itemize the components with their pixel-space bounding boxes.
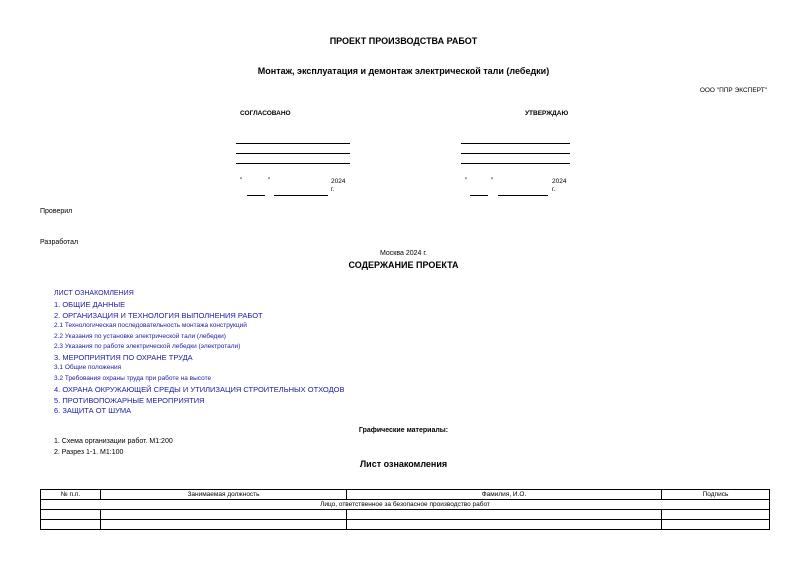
- date-year-suffix: г.: [552, 186, 556, 193]
- date-quote-close: ": [268, 177, 271, 184]
- toc-item-labor-safety[interactable]: 3. МЕРОПРИЯТИЯ ПО ОХРАНЕ ТРУДА: [54, 353, 193, 362]
- date-day-line: [247, 195, 265, 196]
- table-cell[interactable]: [41, 510, 101, 520]
- toc-item-fire-safety[interactable]: 5. ПРОТИВОПОЖАРНЫЕ МЕРОПРИЯТИЯ: [54, 396, 205, 405]
- column-header: Занимаемая должность: [101, 490, 347, 500]
- checked-by-label: Проверил: [40, 208, 73, 215]
- toc-item-2-1[interactable]: 2.1 Технологическая последовательность монтажа конструкций: [54, 322, 247, 329]
- document-title: ПРОЕКТ ПРОИЗВОДСТВА РАБОТ: [329, 36, 478, 46]
- graphics-item: 1. Схема организации работ. М1:200: [54, 438, 173, 445]
- date-quote-close: ": [491, 177, 494, 184]
- toc-item-2-2[interactable]: 2.2 Указания по установке электрической тали (лебедки): [54, 333, 226, 340]
- graphics-item: 2. Разрез 1-1. М1:100: [54, 449, 124, 456]
- signature-line: [236, 153, 350, 154]
- toc-item-2-3[interactable]: 2.3 Указания по работе электрической лебедки (электротали): [54, 343, 241, 350]
- date-quote-open: ": [240, 177, 243, 184]
- approval-right-label: УТВЕРЖДАЮ: [525, 110, 569, 117]
- company-name: ООО "ППР ЭКСПЕРТ": [699, 87, 767, 94]
- signature-line: [461, 143, 570, 144]
- table-cell[interactable]: [41, 520, 101, 530]
- section-label: Лицо, ответственное за безопасное производство работ: [41, 500, 770, 510]
- developed-by-label: Разработал: [40, 239, 79, 246]
- table-cell[interactable]: [101, 520, 347, 530]
- table-cell[interactable]: [347, 510, 662, 520]
- city-year: Москва 2024 г.: [379, 250, 427, 257]
- acquaintance-table: [40, 489, 770, 530]
- approval-left-label: СОГЛАСОВАНО: [240, 110, 291, 117]
- signature-line: [236, 163, 350, 164]
- contents-title: СОДЕРЖАНИЕ ПРОЕКТА: [348, 260, 459, 270]
- toc-item-acquaintance[interactable]: ЛИСТ ОЗНАКОМЛЕНИЯ: [54, 290, 134, 297]
- table-row: [41, 510, 770, 520]
- signature-line: [236, 143, 350, 144]
- toc-item-3-1[interactable]: 3.1 Общие положения: [54, 364, 122, 371]
- toc-item-general-data[interactable]: 1. ОБЩИЕ ДАННЫЕ: [54, 300, 126, 309]
- column-header: Фамилия, И.О.: [347, 490, 662, 500]
- date-day-line: [470, 195, 488, 196]
- signature-line: [461, 163, 570, 164]
- table-header-row: [41, 490, 770, 500]
- graphics-title: Графические материалы:: [358, 427, 449, 434]
- table-cell[interactable]: [347, 520, 662, 530]
- table-cell[interactable]: [662, 520, 770, 530]
- acquaintance-title: Лист ознакомления: [359, 459, 448, 469]
- toc-item-3-2[interactable]: 3.2 Требования охраны труда при работе на высоте: [54, 375, 212, 382]
- column-header: Подпись: [662, 490, 770, 500]
- column-header: № п.п.: [41, 490, 101, 500]
- date-year: 2024: [552, 178, 567, 185]
- table-section-row: [41, 500, 770, 510]
- date-month-line: [274, 195, 328, 196]
- signature-line: [461, 153, 570, 154]
- toc-item-environment[interactable]: 4. ОХРАНА ОКРУЖАЮЩЕЙ СРЕДЫ И УТИЛИЗАЦИЯ СТРОИТЕЛЬНЫХ ОТХОДОВ: [54, 385, 345, 394]
- date-year: 2024: [331, 178, 346, 185]
- date-quote-open: ": [465, 177, 468, 184]
- table-cell[interactable]: [101, 510, 347, 520]
- table-row: [41, 520, 770, 530]
- toc-item-noise[interactable]: 6. ЗАЩИТА ОТ ШУМА: [54, 406, 132, 415]
- document-subtitle: Монтаж, эксплуатация и демонтаж электрической тали (лебедки): [257, 66, 550, 76]
- toc-item-organization[interactable]: 2. ОРГАНИЗАЦИЯ И ТЕХНОЛОГИЯ ВЫПОЛНЕНИЯ РАБОТ: [54, 311, 263, 320]
- table-cell[interactable]: [662, 510, 770, 520]
- date-month-line: [498, 195, 548, 196]
- date-year-suffix: г.: [331, 186, 335, 193]
